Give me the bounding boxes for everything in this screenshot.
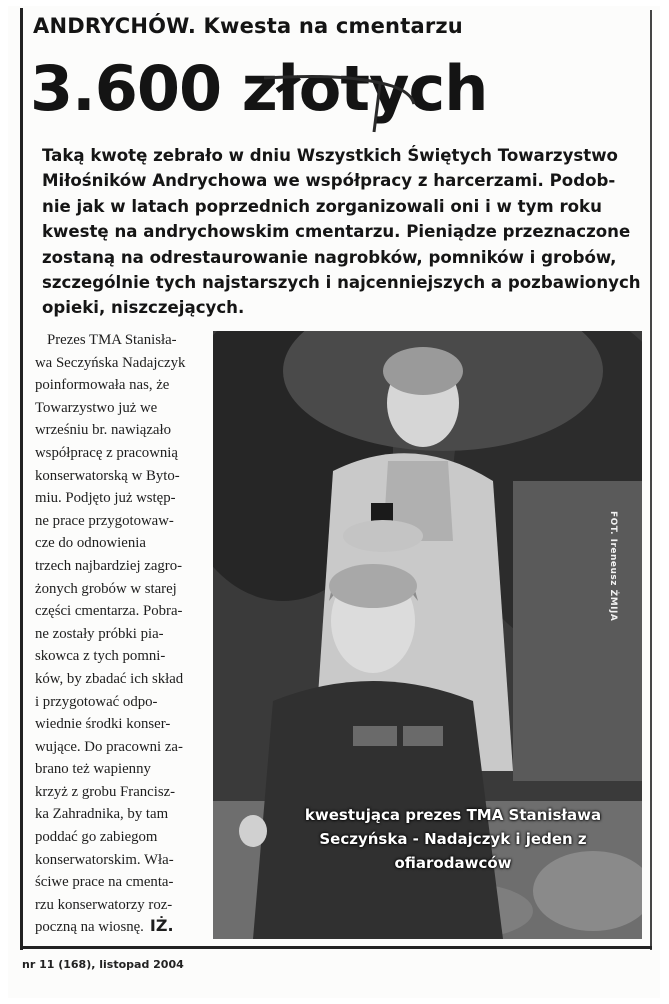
photo-credit: FOT. Ireneusz ŻMIJA xyxy=(608,511,618,622)
lead-line: Miłośników Andrychowa we współpracy z harcerzami. Podob- xyxy=(42,171,616,191)
body-line: krzyż z grobu Francisz- xyxy=(35,783,176,800)
body-line: wiednie środki konser- xyxy=(35,716,171,733)
article-headline: 3.600 złotych xyxy=(30,52,488,125)
frame-left-rule xyxy=(20,8,23,950)
body-line: wrześniu br. nawiązało xyxy=(35,422,171,439)
frame-bottom-rule xyxy=(20,946,652,949)
caption-line: ofiarodawców xyxy=(394,854,512,872)
article-kicker: ANDRYCHÓW. Kwesta na cmentarzu xyxy=(33,14,463,38)
body-line: ków, by zbadać ich skład xyxy=(35,670,184,687)
issue-footer: nr 11 (168), listopad 2004 xyxy=(22,958,184,971)
pen-strike-mark xyxy=(262,70,416,140)
body-line: współpracę z pracownią xyxy=(35,444,178,461)
body-line: żonych grobów w starej xyxy=(35,580,177,597)
body-line: ściwe prace na cmenta- xyxy=(35,874,174,891)
body-line: konserwatorską w Byto- xyxy=(35,467,180,484)
photo-caption xyxy=(283,803,623,875)
body-line: trzech najbardziej zagro- xyxy=(35,557,183,574)
body-line: Prezes TMA Stanisła- xyxy=(47,332,177,348)
article-body xyxy=(35,329,207,939)
body-line: rzu konserwatorzy roz- xyxy=(35,896,173,913)
body-line: brano też wapienny xyxy=(35,761,151,778)
body-line: skowca z tych pomni- xyxy=(35,648,166,665)
body-line: ne zostały próbki pia- xyxy=(35,625,164,642)
body-line: poddać go zabiegom xyxy=(35,829,158,846)
article-lead xyxy=(42,143,642,321)
frame-right-rule xyxy=(650,10,652,950)
article-photo xyxy=(213,331,642,939)
lead-line: szczególnie tych najstarszych i najcenniejszych a pozbawionych xyxy=(42,273,641,293)
lead-line: opieki, niszczejących. xyxy=(42,298,245,318)
body-line: wujące. Do pracowni za- xyxy=(35,738,183,755)
body-line-final xyxy=(35,916,207,939)
body-line: miu. Podjęto już wstęp- xyxy=(35,490,176,507)
body-line: i przygotować odpo- xyxy=(35,693,158,710)
lead-line: zostaną na odrestaurowanie nagrobków, pomników i grobów, xyxy=(42,247,617,267)
author-signature: IŻ. xyxy=(149,916,174,936)
body-line: konserwatorskim. Wła- xyxy=(35,851,174,868)
body-line: cze do odnowienia xyxy=(35,535,146,552)
lead-line: nie jak w latach poprzednich zorganizowali oni i w tym roku xyxy=(42,196,602,216)
caption-line: Seczyńska - Nadajczyk i jeden z xyxy=(319,830,587,848)
body-line: ne prace przygotowaw- xyxy=(35,512,174,529)
body-line: Towarzystwo już we xyxy=(35,399,158,416)
body-line: poinformowała nas, że xyxy=(35,377,170,394)
body-line: wa Seczyńska Nadajczyk xyxy=(35,354,186,371)
caption-line: kwestująca prezes TMA Stanisława xyxy=(304,806,602,824)
body-last-line: poczną na wiosnę. xyxy=(35,919,144,936)
lead-line: Taką kwotę zebrało w dniu Wszystkich Świętych Towarzystwo xyxy=(42,146,618,165)
lead-line: kwestę na andrychowskim cmentarzu. Pieniądze przeznaczone xyxy=(42,222,631,242)
body-line: części cmentarza. Pobra- xyxy=(35,603,183,620)
body-line: ka Zahradnika, by tam xyxy=(35,806,169,823)
